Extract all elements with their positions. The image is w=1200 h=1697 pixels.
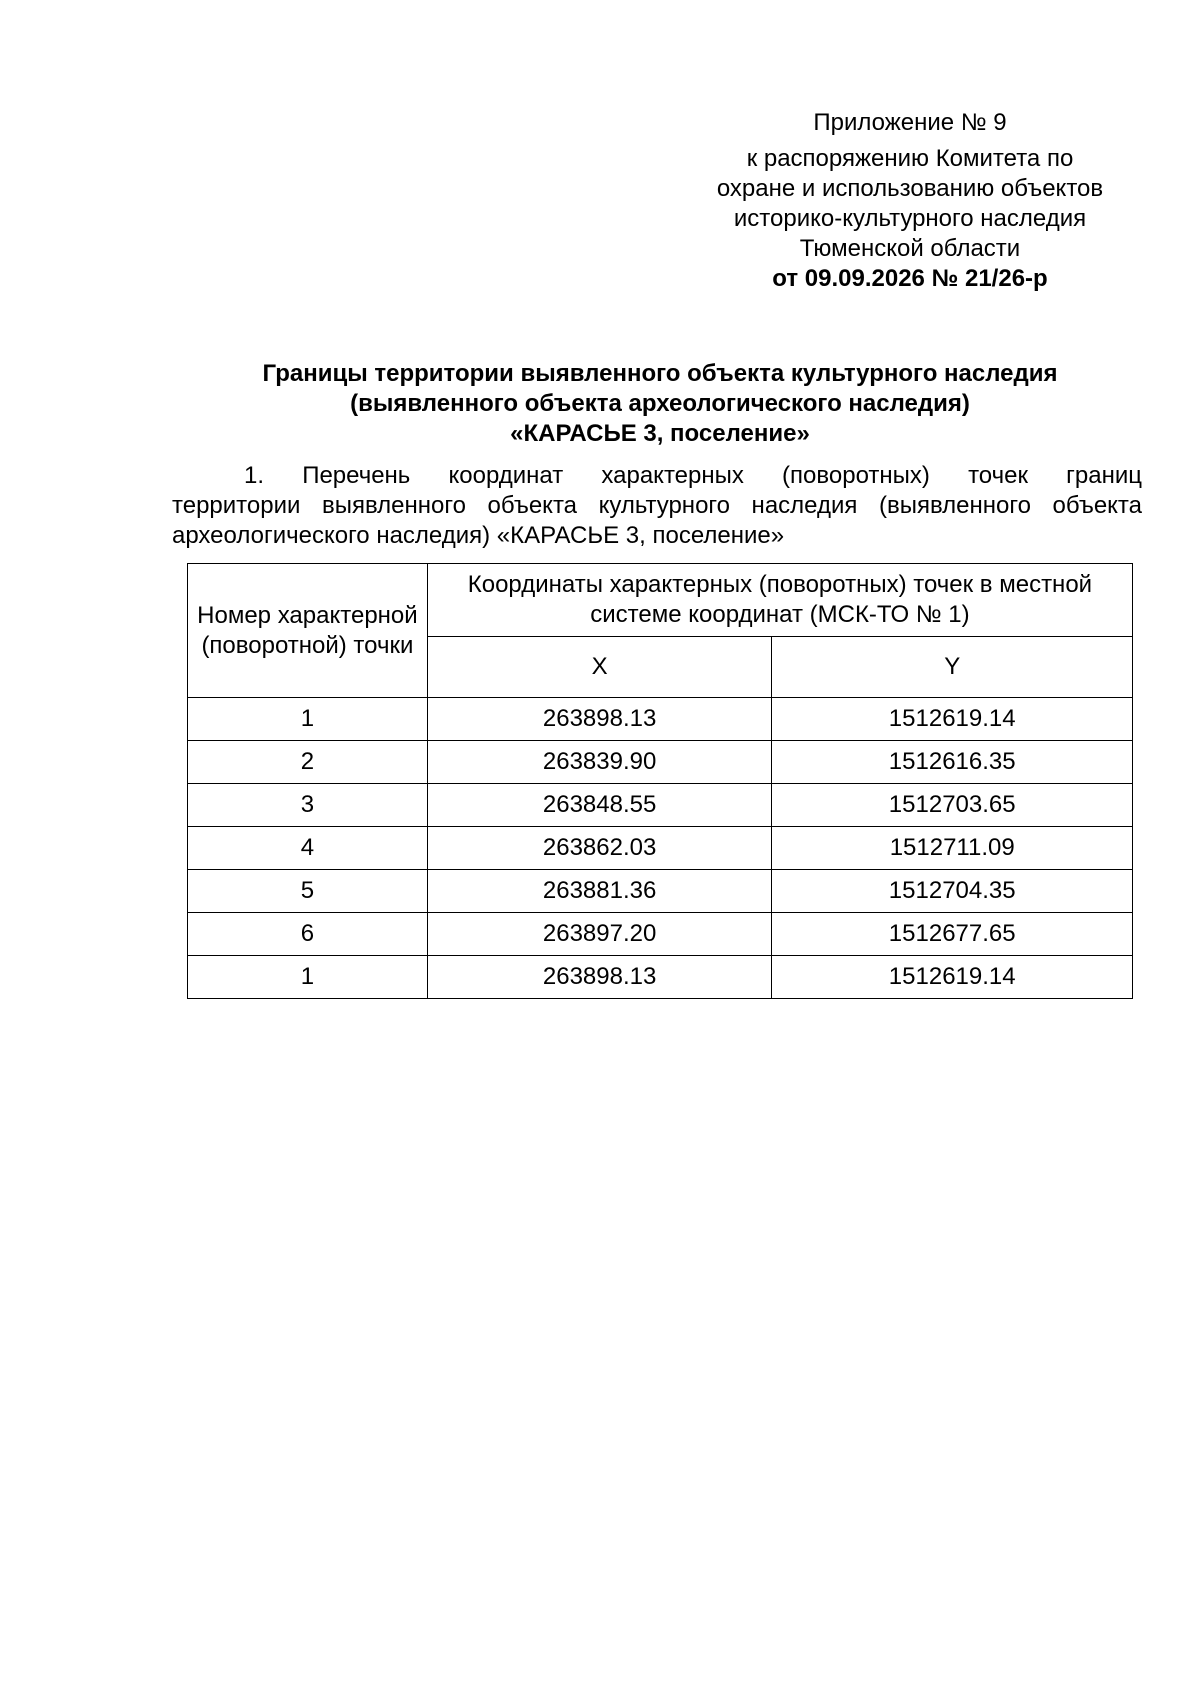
document-title (170, 359, 1150, 449)
paragraph-line-1: 1. Перечень координат характерных (поворотных) точек границ (244, 462, 1142, 489)
table-row (188, 698, 1133, 741)
section-paragraph (172, 461, 1142, 551)
coord-y: 1512619.14 (772, 956, 1133, 999)
coord-x: 263897.20 (427, 913, 772, 956)
annex-date: от 09.09.2026 № 21/26-р (772, 265, 1048, 292)
point-number: 1 (188, 956, 428, 999)
annex-line-3: историко-культурного наследия (733, 205, 1087, 232)
header-x: X (427, 637, 772, 698)
coord-y: 1512704.35 (772, 870, 1133, 913)
annex-number: Приложение № 9 (813, 109, 1007, 136)
table-row (188, 827, 1133, 870)
table-row (188, 741, 1133, 784)
point-number: 6 (188, 913, 428, 956)
point-number: 5 (188, 870, 428, 913)
coord-x: 263898.13 (427, 956, 772, 999)
annex-line-4: Тюменской области (799, 235, 1021, 262)
header-y: Y (772, 637, 1133, 698)
table-row (188, 784, 1133, 827)
coord-y: 1512619.14 (772, 698, 1133, 741)
coord-x: 263862.03 (427, 827, 772, 870)
annex-line-2: охране и использованию объектов (716, 175, 1104, 202)
title-line-1: Границы территории выявленного объекта культурного наследия (262, 360, 1058, 387)
title-line-3: «КАРАСЬЕ 3, поселение» (510, 420, 810, 447)
annex-line-1: к распоряжению Комитета по (746, 145, 1074, 172)
header-point-number: Номер характерной (поворотной) точки (188, 564, 428, 698)
header-coordinates: Координаты характерных (поворотных) точек в местной системе координат (МСК-ТО № 1) (427, 564, 1132, 637)
coord-y: 1512677.65 (772, 913, 1133, 956)
coord-y: 1512703.65 (772, 784, 1133, 827)
coord-y: 1512616.35 (772, 741, 1133, 784)
title-line-2: (выявленного объекта археологического наследия) (350, 390, 970, 417)
coord-x: 263881.36 (427, 870, 772, 913)
coord-x: 263839.90 (427, 741, 772, 784)
coord-x: 263898.13 (427, 698, 772, 741)
point-number: 4 (188, 827, 428, 870)
point-number: 1 (188, 698, 428, 741)
coord-x: 263848.55 (427, 784, 772, 827)
point-number: 3 (188, 784, 428, 827)
table-row (188, 870, 1133, 913)
table-row (188, 956, 1133, 999)
coord-y: 1512711.09 (772, 827, 1133, 870)
coordinates-table (187, 563, 1133, 999)
table-row (188, 913, 1133, 956)
point-number: 2 (188, 741, 428, 784)
paragraph-rest: территории выявленного объекта культурного наследия (выявленного объекта археологического наследия) «КАРАСЬЕ 3, поселение» (172, 492, 1142, 549)
annex-block (690, 108, 1130, 294)
